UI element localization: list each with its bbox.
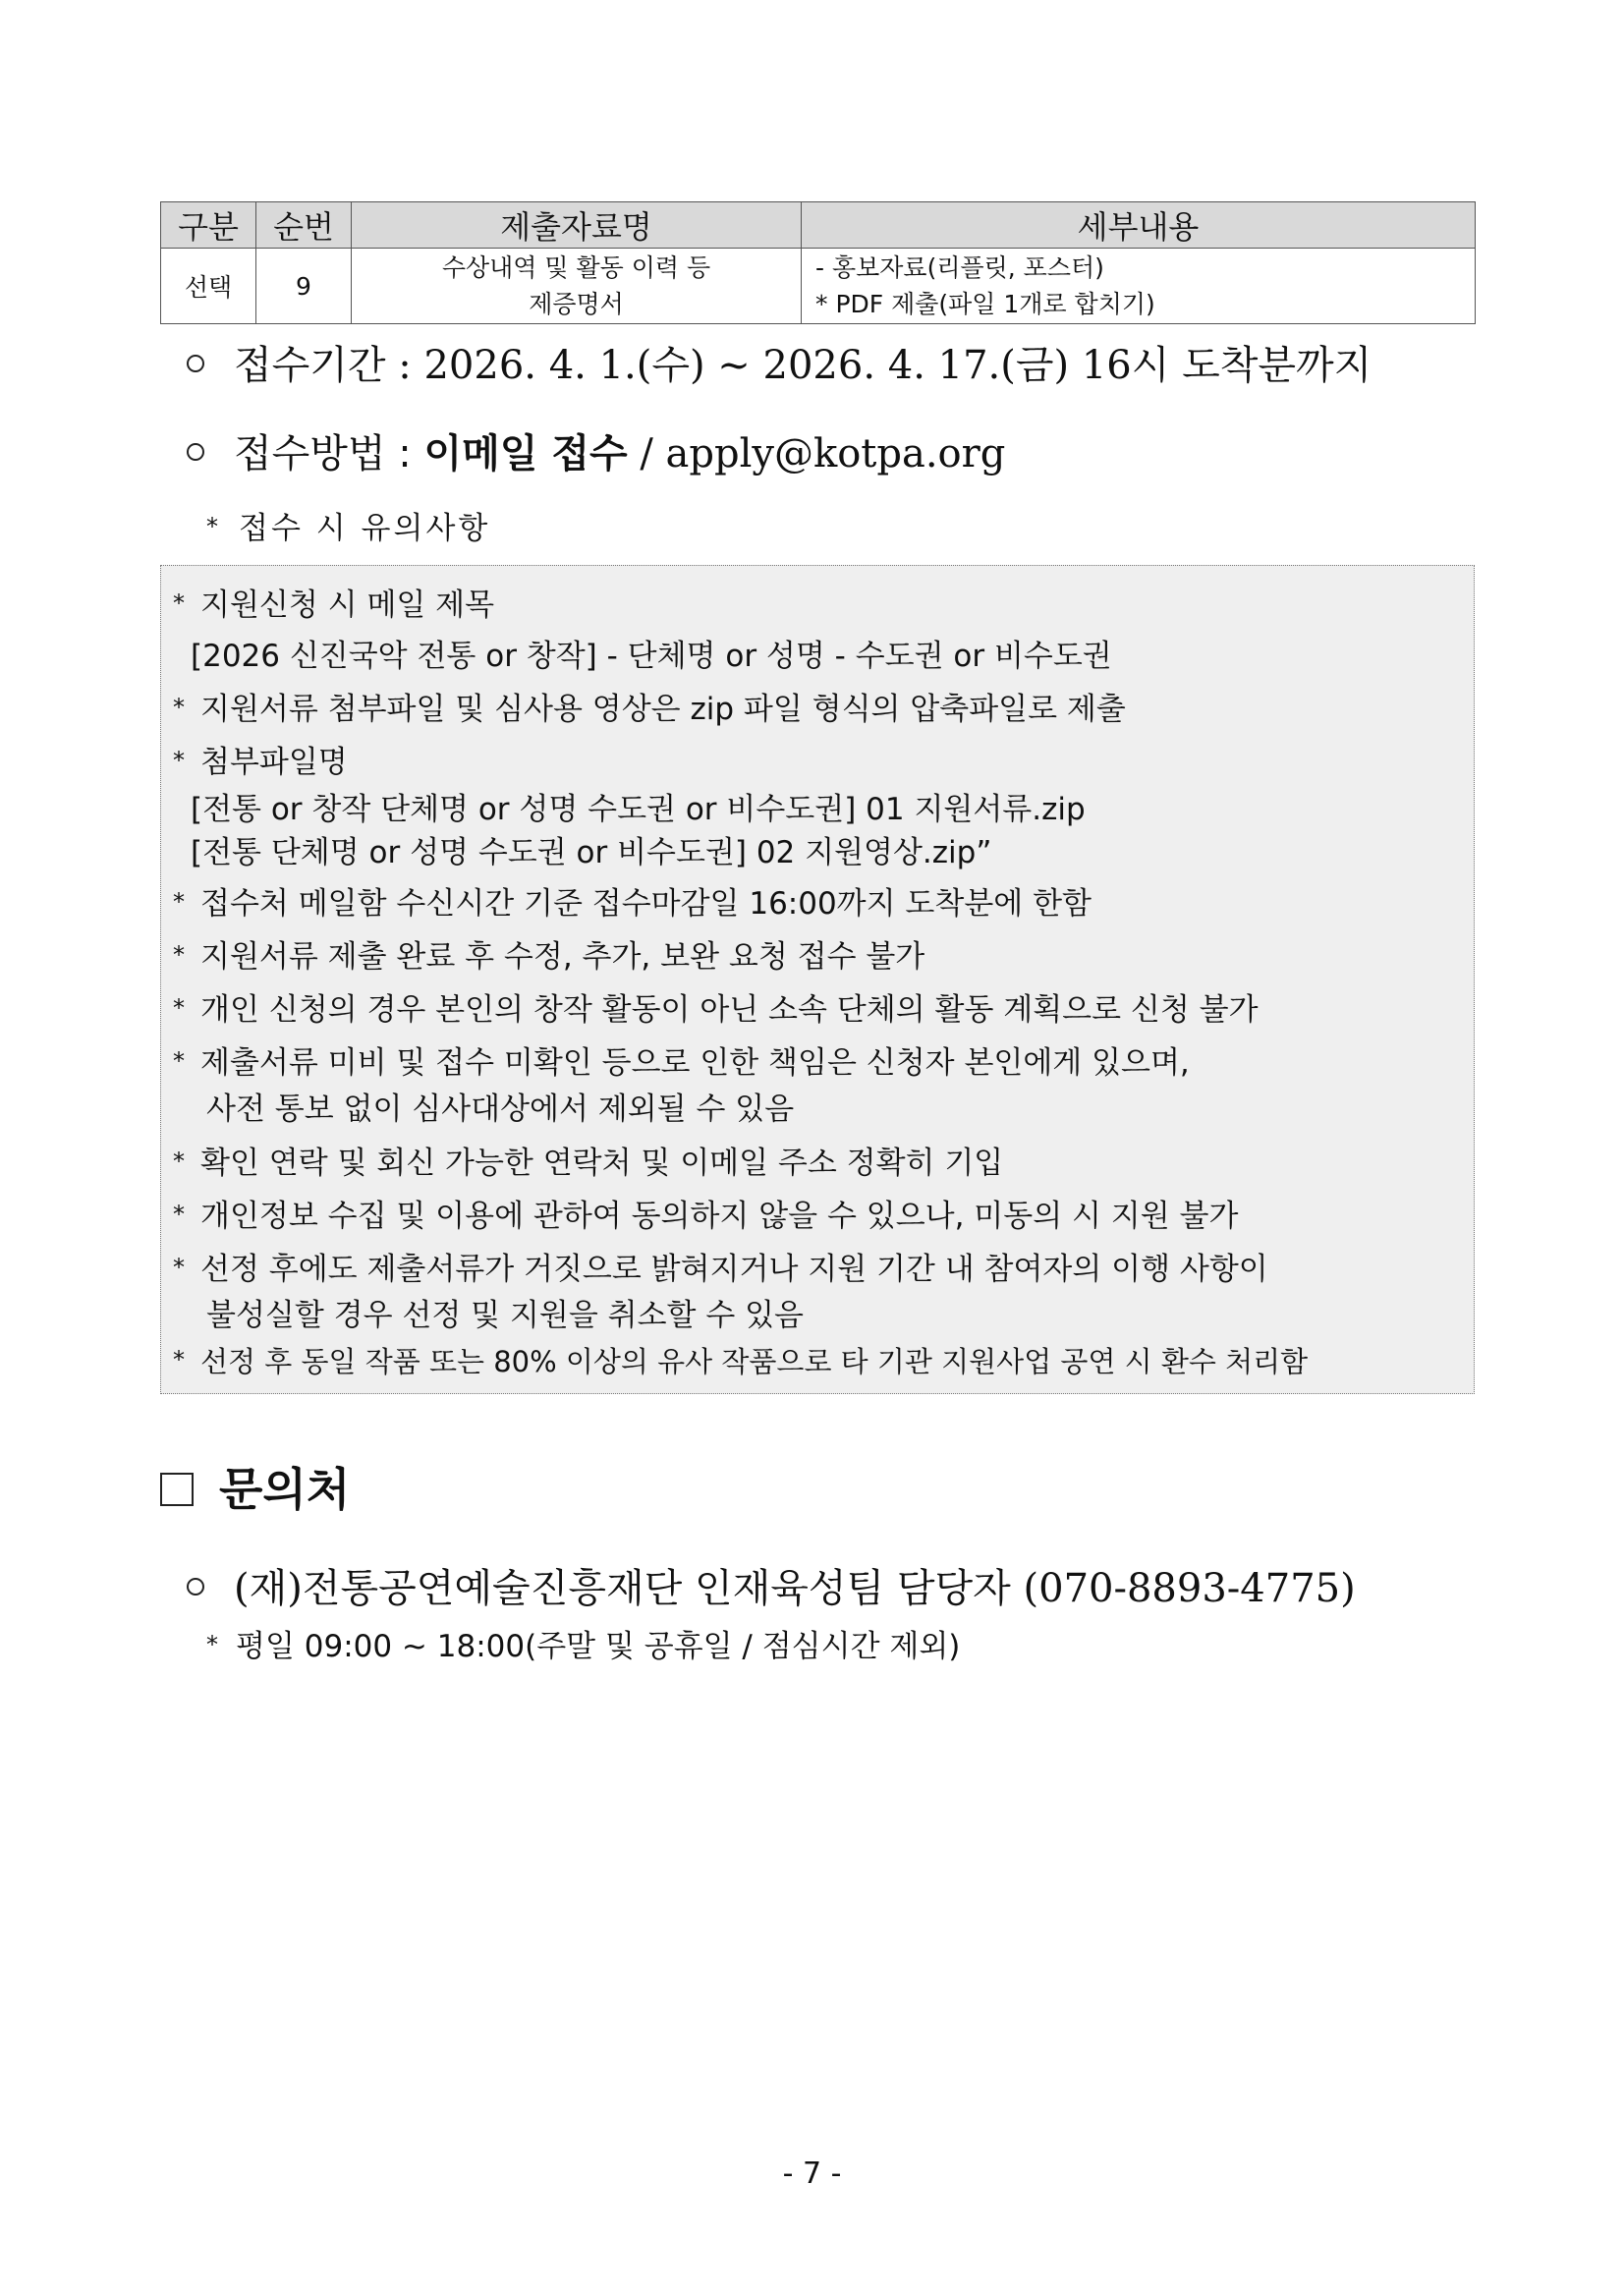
note-item: * 개인 신청의 경우 본인의 창작 활동이 아닌 소속 단체의 활동 계획으로 신청 불가 (173, 992, 1259, 1028)
asterisk-icon: * (173, 1201, 185, 1228)
note-item: * 지원신청 시 메일 제목 (173, 588, 495, 623)
checkbox-square-icon (160, 1473, 194, 1506)
detail-line1: - 홍보자료(리플릿, 포스터) (815, 253, 1104, 282)
note-item: * 지원서류 제출 완료 후 수정, 추가, 보완 요청 접수 불가 (173, 939, 925, 975)
header-document-name: 제출자료명 (352, 202, 802, 249)
note-item: * 확인 연락 및 회신 가능한 연락처 및 이메일 주소 정확히 기입 (173, 1146, 1004, 1181)
note-continuation: 사전 통보 없이 심사대상에서 제외될 수 있음 (206, 1092, 795, 1127)
method-value: 이메일 접수 (423, 431, 628, 476)
period-value: : 2026. 4. 1.(수) ~ 2026. 4. 17.(금) 16시 도착분까지 (398, 343, 1372, 388)
asterisk-icon: * (173, 941, 185, 969)
reception-method (187, 422, 1005, 478)
page-number: - 7 - (782, 2156, 842, 2191)
asterisk-icon: * (173, 994, 185, 1022)
header-details: 세부내용 (802, 202, 1476, 249)
asterisk-icon: * (206, 1631, 218, 1658)
note-item: * 제출서류 미비 및 접수 미확인 등으로 인한 책임은 신청자 본인에게 있으며, (173, 1045, 1190, 1081)
asterisk-icon: * (206, 513, 221, 540)
inquiry-hours: * 평일 09:00 ~ 18:00(주말 및 공휴일 / 점심시간 제외) (206, 1629, 961, 1664)
inquiry-section-title: 문의처 (160, 1454, 350, 1519)
notes-box (160, 565, 1475, 1394)
cell-document-name (352, 249, 802, 324)
note-subline: [2026 신진국악 전통 or 창작] - 단체명 or 성명 - 수도권 or 비수도권 (191, 639, 1112, 674)
note-item: * 개인정보 수집 및 이용에 관하여 동의하지 않을 수 있으나, 미동의 시 지원 불가 (173, 1199, 1239, 1234)
circle-bullet-icon (187, 355, 204, 372)
method-label: 접수방법 (234, 431, 386, 476)
cell-details (802, 249, 1476, 324)
asterisk-icon: * (173, 1346, 185, 1373)
asterisk-icon: * (173, 694, 185, 721)
asterisk-icon: * (173, 589, 185, 617)
table-header-row (161, 202, 1476, 249)
note-continuation: 불성실할 경우 선정 및 지원을 취소할 수 있음 (206, 1298, 805, 1333)
asterisk-icon: * (173, 1148, 185, 1175)
document-name-line1: 수상내역 및 활동 이력 등 (441, 253, 711, 282)
table-row (161, 249, 1476, 324)
asterisk-icon: * (173, 888, 185, 916)
header-number: 순번 (256, 202, 352, 249)
submission-table (160, 201, 1476, 324)
note-item: * 선정 후 동일 작품 또는 80% 이상의 유사 작품으로 타 기관 지원사업 공연 시 환수 처리함 (173, 1345, 1309, 1378)
reception-period (187, 334, 1372, 390)
inquiry-contact: (재)전통공연예술진흥재단 인재육성팀 담당자 (070-8893-4775) (187, 1557, 1356, 1613)
note-item: * 접수처 메일함 수신시간 기준 접수마감일 16:00까지 도착분에 한함 (173, 886, 1092, 922)
note-item: * 첨부파일명 (173, 745, 348, 780)
circle-bullet-icon (187, 1578, 204, 1596)
cell-number: 9 (256, 249, 352, 324)
detail-line2: * PDF 제출(파일 1개로 합치기) (815, 290, 1155, 318)
method-email: / apply@kotpa.org (640, 431, 1006, 476)
header-category: 구분 (161, 202, 256, 249)
note-subline: [전통 단체명 or 성명 수도권 or 비수도권] 02 지원영상.zip” (191, 835, 992, 870)
asterisk-icon: * (173, 1047, 185, 1075)
note-item: * 지원서류 첨부파일 및 심사용 영상은 zip 파일 형식의 압축파일로 제출 (173, 692, 1126, 727)
asterisk-icon: * (173, 747, 185, 774)
notes-heading: * 접수 시 유의사항 (206, 511, 491, 546)
circle-bullet-icon (187, 443, 204, 461)
method-colon: : (398, 431, 412, 476)
asterisk-icon: * (173, 1254, 185, 1281)
document-name-line2: 제증명서 (529, 290, 624, 318)
period-label: 접수기간 (234, 343, 386, 388)
note-item: * 선정 후에도 제출서류가 거짓으로 밝혀지거나 지원 기간 내 참여자의 이행 사항이 (173, 1252, 1268, 1287)
cell-category: 선택 (161, 249, 256, 324)
note-subline: [전통 or 창작 단체명 or 성명 수도권 or 비수도권] 01 지원서류.zip (191, 792, 1086, 827)
